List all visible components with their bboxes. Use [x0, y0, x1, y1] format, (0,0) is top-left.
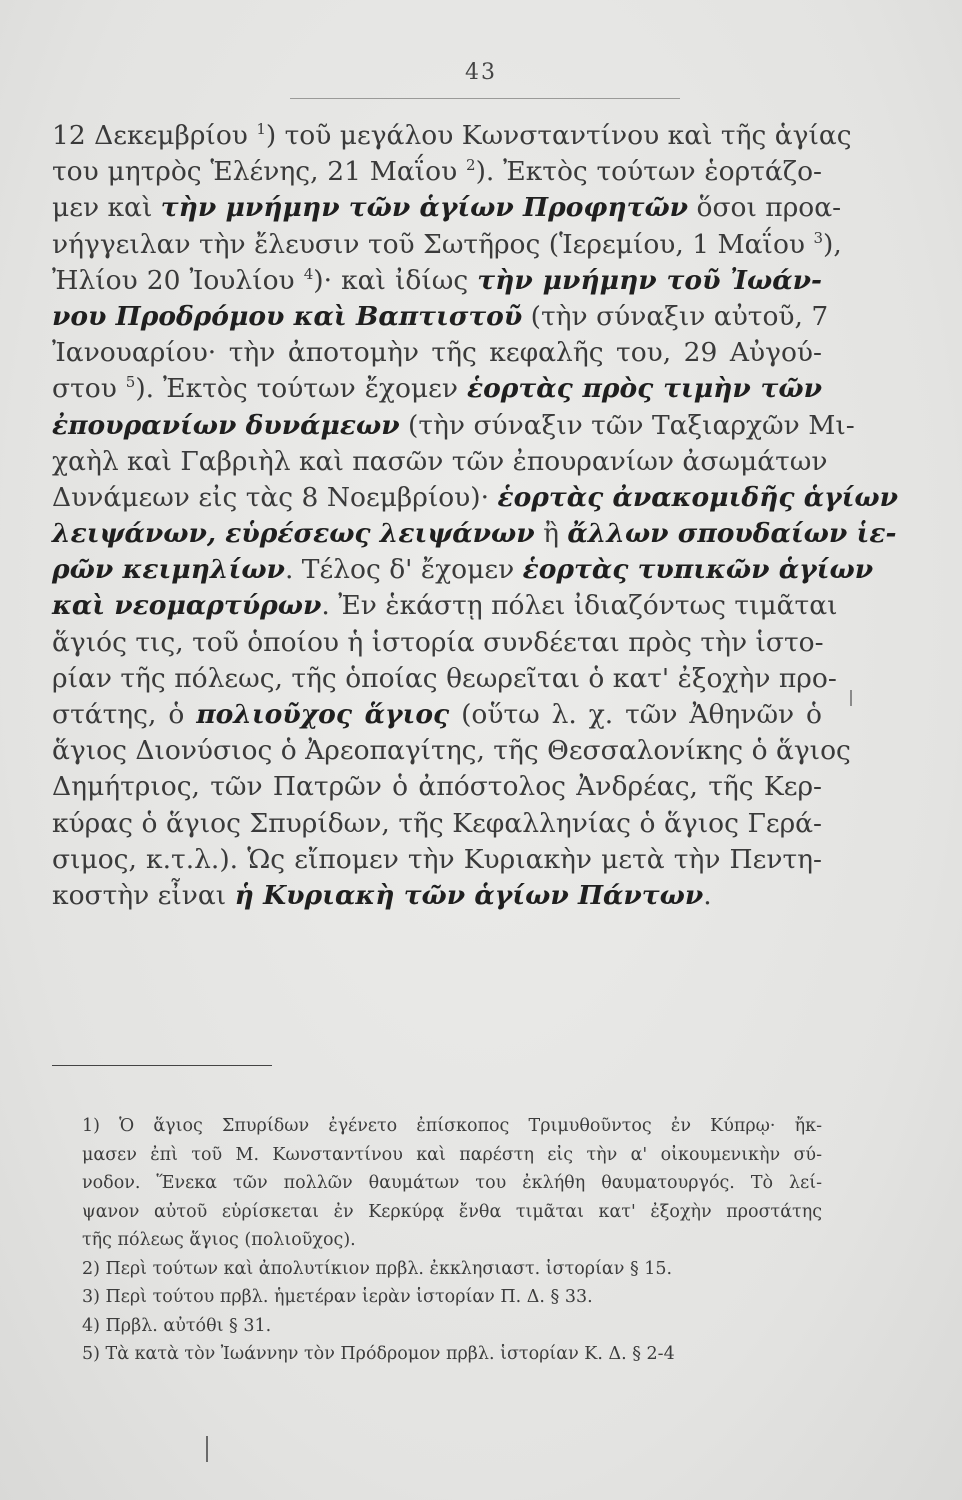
- text-run: νήγγειλαν τὴν ἔλευσιν τοῦ Σωτῆρος (Ἱερεμίου, 1 Μαΐου: [52, 228, 814, 260]
- footnote-marker: 3: [813, 228, 823, 247]
- text-run: ),: [822, 228, 842, 260]
- emphasized-phrase: ἄλλων σπουδαίων ἱε-: [567, 518, 897, 550]
- text-run: (τὴν σύναξιν τῶν Ταξιαρχῶν Μι-: [399, 409, 855, 441]
- emphasized-phrase: ρῶν κειμηλίων: [52, 554, 285, 586]
- footnote-line: νοδον. Ἕνεκα τῶν πολλῶν θαυμάτων του ἐκλήθη θαυματουργός. Τὸ λεί-: [82, 1173, 822, 1193]
- text-run: Ἠλίου 20 Ἰουλίου: [52, 264, 304, 296]
- footnote-line: 1) Ὁ ἅγιος Σπυρίδων ἐγένετο ἐπίσκοπος Τριμυθοῦντος ἐν Κύπρῳ· ἤκ-: [82, 1116, 822, 1136]
- text-run: ἅγιος Διονύσιος ὁ Ἀρεοπαγίτης, τῆς Θεσσαλονίκης ὁ ἅγιος: [52, 735, 851, 767]
- text-line: [52, 444, 828, 480]
- footnote-separator: [52, 1065, 272, 1066]
- text-run: )· καὶ ἰδίως: [313, 264, 478, 296]
- page-number: 43: [465, 60, 497, 85]
- stray-mark: [206, 1436, 208, 1462]
- emphasized-phrase: λειψάνων, εὑρέσεως λειψάνων: [52, 518, 535, 550]
- footnote-marker: 1: [256, 120, 266, 139]
- text-line: [52, 661, 837, 697]
- text-line: [52, 806, 822, 842]
- text-run: ἢ: [534, 518, 568, 550]
- text-line: [52, 516, 897, 552]
- text-run: ) τοῦ μεγάλου Κωνσταντίνου καὶ τῆς ἁγίας: [265, 120, 852, 151]
- emphasized-phrase: πολιοῦχος ἅγιος: [196, 699, 450, 730]
- text-run: Δημήτριος, τῶν Πατρῶν ὁ ἀπόστολος Ἀνδρέας, τῆς Κερ-: [52, 771, 822, 803]
- text-line: [52, 552, 874, 588]
- text-line: [52, 371, 822, 407]
- text-run: Ἰανουαρίου· τὴν ἀποτομὴν τῆς κεφαλῆς του, 29 Αὐγού-: [52, 337, 822, 369]
- text-run: κύρας ὁ ἅγιος Σπυρίδων, τῆς Κεφαλληνίας ὁ ἅγιος Γερά-: [52, 807, 822, 839]
- text-run: .: [703, 879, 712, 911]
- footnote-line: 3) Περὶ τούτου πρβλ. ἡμετέραν ἱερὰν ἱστορίαν Π. Δ. § 33.: [82, 1287, 593, 1307]
- main-text-body: [52, 118, 899, 914]
- text-run: ἅγιός τις, τοῦ ὁποίου ἡ ἱστορία συνδέεται πρὸς τὴν ἱστο-: [52, 626, 824, 658]
- text-line: [52, 588, 838, 624]
- text-run: στάτης, ὁ: [52, 699, 197, 730]
- text-line: [52, 227, 842, 263]
- text-run: (τὴν σύναξιν αὐτοῦ, 7: [522, 300, 829, 332]
- header-rule: [290, 98, 680, 99]
- text-line: [52, 408, 855, 444]
- text-run: (οὕτω λ. χ. τῶν Ἀθηνῶν ὁ: [449, 699, 823, 730]
- text-run: ). Ἐκτὸς τούτων ἔχομεν: [135, 373, 467, 405]
- footnote-line: 5) Τὰ κατὰ τὸν Ἰωάννην τὸν Πρόδρομον πρβλ. ἱστορίαν Κ. Δ. § 2-4: [82, 1344, 675, 1364]
- text-run: ). Ἐκτὸς τούτων ἑορτάζο-: [475, 156, 822, 188]
- text-run: Δυνάμεων εἰς τὰς 8 Νοεμβρίου)·: [52, 481, 498, 513]
- text-run: μεν καὶ: [52, 192, 161, 224]
- emphasized-phrase: καὶ νεομαρτύρων: [52, 590, 322, 622]
- text-run: . Ἐν ἑκάστῃ πόλει ἰδιαζόντως τιμᾶται: [321, 590, 838, 622]
- footnote-line: μασεν ἐπὶ τοῦ Μ. Κωνσταντίνου καὶ παρέστη εἰς τὴν α' οἰκουμενικὴν σύ-: [82, 1144, 822, 1165]
- text-line: [52, 154, 822, 190]
- text-line: [52, 335, 822, 371]
- text-line: [52, 299, 829, 335]
- footnote-marker: 2: [466, 156, 476, 175]
- text-line: [52, 118, 852, 154]
- text-line: [52, 733, 851, 769]
- footnote-line: τῆς πόλεως ἅγιος (πολιοῦχος).: [82, 1230, 356, 1250]
- text-line: [52, 842, 822, 878]
- footnote-marker: 4: [303, 264, 314, 283]
- footnote-line: ψανον αὐτοῦ εὑρίσκεται ἐν Κερκύρᾳ ἔνθα τιμᾶται κατ' ἐξοχὴν προστάτης: [82, 1201, 822, 1222]
- text-line: [52, 625, 822, 661]
- text-line: [52, 480, 899, 516]
- emphasized-phrase: ἑορτὰς τυπικῶν ἁγίων: [522, 554, 874, 586]
- emphasized-phrase: ἐπουρανίων δυνάμεων: [52, 409, 400, 441]
- text-run: ὅσοι προα-: [688, 192, 842, 224]
- emphasized-phrase: νου Προδρόμου καὶ Βαπτιστοῦ: [52, 300, 523, 332]
- text-line: [52, 878, 822, 914]
- footnote-line: 2) Περὶ τούτων καὶ ἀπολυτίκιον πρβλ. ἐκκλησιαστ. ἱστορίαν § 15.: [82, 1258, 673, 1279]
- text-line: [52, 697, 822, 733]
- text-line: [52, 769, 822, 805]
- text-line: [52, 263, 822, 299]
- emphasized-phrase: τὴν μνήμην τοῦ Ἰωάν-: [477, 264, 822, 296]
- text-run: κοστὴν εἶναι: [52, 879, 235, 911]
- text-run: σιμος, κ.τ.λ.). Ὡς εἴπομεν τὴν Κυριακὴν μετὰ τὴν Πεντη-: [52, 843, 822, 875]
- footnote-line: 4) Πρβλ. αὐτόθι § 31.: [82, 1315, 272, 1336]
- emphasized-phrase: ἑορτὰς ἀνακομιδῆς ἁγίων: [497, 481, 899, 513]
- text-run: του μητρὸς Ἑλένης, 21 Μαΐου: [52, 156, 467, 188]
- text-line: [52, 190, 842, 226]
- text-run: 12 Δεκεμβρίου: [52, 120, 257, 151]
- emphasized-phrase: τὴν μνήμην τῶν ἁγίων Προφητῶν: [160, 192, 689, 224]
- footnote-marker: 5: [125, 373, 136, 392]
- text-run: ρίαν τῆς πόλεως, τῆς ὁποίας θεωρεῖται ὁ κατ' ἐξοχὴν προ-: [52, 662, 837, 694]
- footnotes: [82, 1112, 822, 1369]
- emphasized-phrase: ἑορτὰς πρὸς τιμὴν τῶν: [466, 373, 822, 405]
- text-run: . Τέλος δ' ἔχομεν: [284, 554, 523, 586]
- text-run: χαὴλ καὶ Γαβριὴλ καὶ πασῶν τῶν ἐπουρανίων ἀσωμάτων: [52, 445, 828, 477]
- margin-mark: [850, 690, 852, 706]
- emphasized-phrase: ἡ Κυριακὴ τῶν ἁγίων Πάντων: [234, 879, 704, 911]
- text-run: στου: [52, 373, 126, 405]
